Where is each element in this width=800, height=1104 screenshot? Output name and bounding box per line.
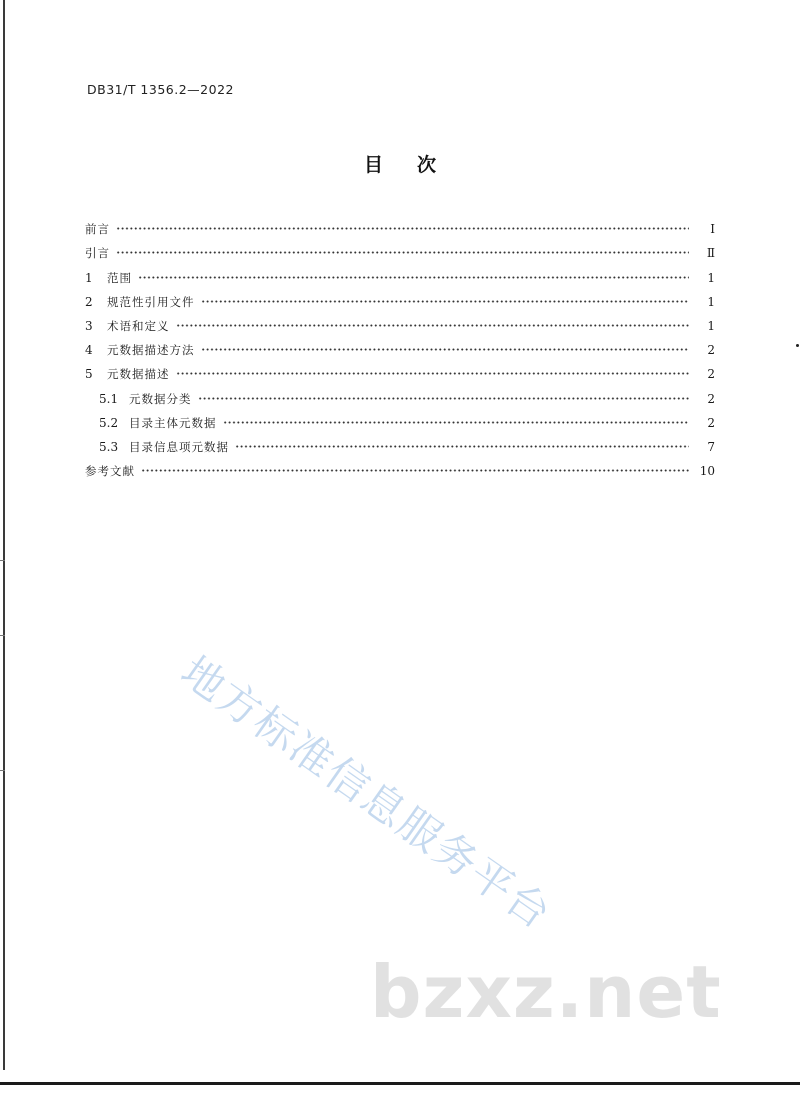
toc-dot-leader [116, 248, 689, 257]
toc-entry-number: 5.2 [99, 415, 119, 430]
toc-dot-leader [201, 297, 690, 306]
toc-entry[interactable] [85, 212, 715, 236]
toc-dot-leader [116, 224, 689, 233]
toc-entry-label: 元数据分类 [129, 391, 192, 406]
toc-entry[interactable] [85, 309, 715, 333]
table-of-contents [85, 212, 715, 478]
scan-mark [0, 635, 5, 636]
toc-dot-leader [235, 442, 689, 451]
toc-entry-page: 2 [707, 415, 715, 430]
toc-entry-number: 5 [85, 367, 93, 382]
toc-entry-number: 5.1 [99, 391, 119, 406]
toc-dot-leader [176, 369, 690, 378]
watermark-logo-text: bzxz.net [370, 950, 722, 1034]
toc-entry-label: 参考文献 [85, 464, 135, 479]
toc-entry-label: 范围 [107, 270, 132, 285]
toc-entry-number: 2 [85, 294, 93, 309]
toc-entry-number: 3 [85, 318, 93, 333]
scan-mark [0, 770, 5, 771]
toc-entry-page: 7 [707, 439, 715, 454]
toc-entry[interactable] [85, 381, 715, 405]
toc-entry-page: 10 [699, 464, 715, 479]
toc-entry-page: 2 [707, 367, 715, 382]
toc-entry-label: 前言 [85, 222, 110, 237]
toc-entry-number: 4 [85, 343, 93, 358]
page-bottom-border [0, 1082, 800, 1085]
toc-entry-label: 元数据描述 [107, 367, 170, 382]
toc-entry[interactable] [85, 236, 715, 260]
toc-entry-page: 2 [707, 343, 715, 358]
scan-mark [0, 560, 5, 561]
toc-entry-page: 2 [707, 391, 715, 406]
toc-entry[interactable] [85, 285, 715, 309]
toc-entry[interactable] [85, 333, 715, 357]
toc-entry-page: 1 [707, 294, 715, 309]
toc-entry-page: Ⅱ [706, 246, 715, 261]
toc-entry-label: 术语和定义 [107, 318, 170, 333]
toc-entry-label: 目录主体元数据 [129, 415, 217, 430]
toc-dot-leader [198, 394, 690, 403]
toc-dot-leader [223, 418, 690, 427]
toc-entry[interactable] [85, 406, 715, 430]
toc-dot-leader [201, 345, 690, 354]
toc-entry[interactable] [85, 454, 715, 478]
document-code: DB31/T 1356.2—2022 [87, 82, 234, 97]
scan-mark [796, 344, 799, 347]
toc-entry[interactable] [85, 357, 715, 381]
toc-entry-page: 1 [707, 270, 715, 285]
watermark-text: 地方标准信息服务平台 [172, 646, 561, 940]
toc-entry-number: 5.3 [99, 439, 119, 454]
toc-dot-leader [141, 466, 689, 475]
toc-dot-leader [138, 273, 689, 282]
toc-title: 目次 [363, 154, 470, 176]
toc-entry-page: Ⅰ [710, 222, 715, 237]
toc-entry-label: 元数据描述方法 [107, 343, 195, 358]
toc-dot-leader [176, 321, 690, 330]
toc-entry-label: 引言 [85, 246, 110, 261]
toc-entry-page: 1 [707, 318, 715, 333]
toc-entry-label: 规范性引用文件 [107, 294, 195, 309]
toc-entry-number: 1 [85, 270, 93, 285]
toc-entry-label: 目录信息项元数据 [129, 439, 229, 454]
toc-entry[interactable] [85, 260, 715, 284]
toc-entry[interactable] [85, 430, 715, 454]
